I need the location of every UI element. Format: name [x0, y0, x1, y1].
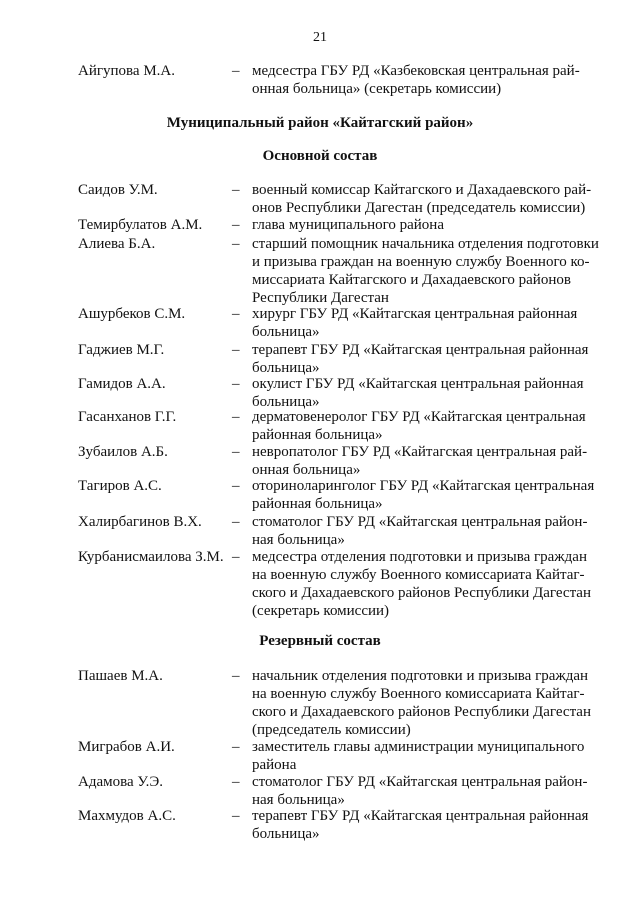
member-name: Махмудов А.С. — [78, 808, 176, 824]
role-line: онная больница» (секретарь комиссии) — [252, 81, 502, 97]
role-line: района — [252, 757, 297, 773]
member-role — [252, 62, 608, 98]
dash-separator: – — [232, 376, 240, 392]
member-role — [252, 341, 608, 377]
role-line: Республики Дагестан — [252, 290, 389, 306]
role-line: старший помощник начальника отделения подготовки — [252, 236, 599, 252]
reserve-composition-title: Резервный состав — [259, 633, 381, 649]
dash-separator: – — [232, 668, 240, 684]
dash-separator: – — [232, 236, 240, 252]
role-line: хирург ГБУ РД «Кайтагская центральная районная — [252, 306, 578, 322]
member-name: Тагиров А.С. — [78, 478, 162, 494]
role-line: больница» — [252, 826, 320, 842]
dash-separator: – — [232, 514, 240, 530]
member-role — [252, 305, 608, 341]
member-role — [252, 235, 608, 307]
dash-separator: – — [232, 342, 240, 358]
dash-separator: – — [232, 444, 240, 460]
district-title: Муниципальный район «Кайтагский район» — [166, 115, 474, 131]
role-line: медсестра отделения подготовки и призыва граждан — [252, 549, 587, 565]
role-line: (председатель комиссии) — [252, 722, 411, 738]
member-name: Пашаев М.А. — [78, 668, 163, 684]
dash-separator: – — [232, 549, 240, 565]
member-role — [252, 216, 608, 234]
role-line: (секретарь комиссии) — [252, 603, 390, 619]
role-line: больница» — [252, 394, 320, 410]
member-name: Адамова У.Э. — [78, 774, 163, 790]
member-role — [252, 477, 608, 513]
role-line: ского и Дахадаевского районов Республики Дагестан — [252, 585, 591, 601]
dash-separator: – — [232, 306, 240, 322]
role-line: терапевт ГБУ РД «Кайтагская центральная районная — [252, 342, 589, 358]
role-line: на военную службу Военного комиссариата Кайтаг- — [252, 567, 585, 583]
dash-separator: – — [232, 774, 240, 790]
member-role — [252, 443, 608, 479]
member-name: Айгупова М.А. — [78, 63, 176, 79]
dash-separator: – — [232, 63, 240, 79]
member-name: Гаджиев М.Г. — [78, 342, 165, 358]
role-line: невропатолог ГБУ РД «Кайтагская центральная рай- — [252, 444, 588, 460]
role-line: заместитель главы администрации муниципального — [252, 739, 585, 755]
role-line: ского и Дахадаевского районов Республики Дагестан — [252, 704, 591, 720]
role-line: больница» — [252, 324, 320, 340]
member-role — [252, 408, 608, 444]
member-name: Курбанисмаилова З.М. — [78, 549, 224, 565]
role-line: глава муниципального района — [252, 217, 444, 233]
member-role — [252, 375, 608, 411]
member-name: Зубаилов А.Б. — [78, 444, 168, 460]
page-number: 21 — [313, 30, 327, 45]
dash-separator: – — [232, 182, 240, 198]
member-role — [252, 773, 608, 809]
role-line: онов Республики Дагестан (председатель комиссии) — [252, 200, 586, 216]
member-role — [252, 181, 608, 217]
role-line: ная больница» — [252, 792, 345, 808]
main-composition-title: Основной состав — [262, 148, 378, 164]
member-name: Темирбулатов А.М. — [78, 217, 203, 233]
dash-separator: – — [232, 478, 240, 494]
member-name: Гамидов А.А. — [78, 376, 166, 392]
role-line: районная больница» — [252, 427, 383, 443]
member-name: Ашурбеков С.М. — [78, 306, 186, 322]
member-name: Саидов У.М. — [78, 182, 158, 198]
member-name: Халирбагинов В.Х. — [78, 514, 202, 530]
role-line: онная больница» — [252, 462, 361, 478]
role-line: стоматолог ГБУ РД «Кайтагская центральная район- — [252, 774, 588, 790]
dash-separator: – — [232, 409, 240, 425]
dash-separator: – — [232, 808, 240, 824]
role-line: военный комиссар Кайтагского и Дахадаевского рай- — [252, 182, 592, 198]
dash-separator: – — [232, 739, 240, 755]
member-name: Миграбов А.И. — [78, 739, 175, 755]
role-line: районная больница» — [252, 496, 383, 512]
member-role — [252, 807, 608, 843]
member-role — [252, 548, 608, 620]
member-role — [252, 513, 608, 549]
role-line: и призыва граждан на военную службу Военного ко- — [252, 254, 590, 270]
role-line: дерматовенеролог ГБУ РД «Кайтагская центральная — [252, 409, 586, 425]
role-line: окулист ГБУ РД «Кайтагская центральная районная — [252, 376, 584, 392]
member-role — [252, 738, 608, 774]
member-name: Гасанханов Г.Г. — [78, 409, 177, 425]
role-line: терапевт ГБУ РД «Кайтагская центральная районная — [252, 808, 589, 824]
role-line: миссариата Кайтагского и Дахадаевского районов — [252, 272, 571, 288]
member-name: Алиева Б.А. — [78, 236, 156, 252]
role-line: начальник отделения подготовки и призыва граждан — [252, 668, 589, 684]
role-line: медсестра ГБУ РД «Казбековская центральная рай- — [252, 63, 580, 79]
role-line: больница» — [252, 360, 320, 376]
role-line: на военную службу Военного комиссариата Кайтаг- — [252, 686, 585, 702]
role-line: ная больница» — [252, 532, 345, 548]
dash-separator: – — [232, 217, 240, 233]
role-line: оториноларинголог ГБУ РД «Кайтагская центральная — [252, 478, 595, 494]
role-line: стоматолог ГБУ РД «Кайтагская центральная район- — [252, 514, 588, 530]
member-role — [252, 667, 608, 739]
